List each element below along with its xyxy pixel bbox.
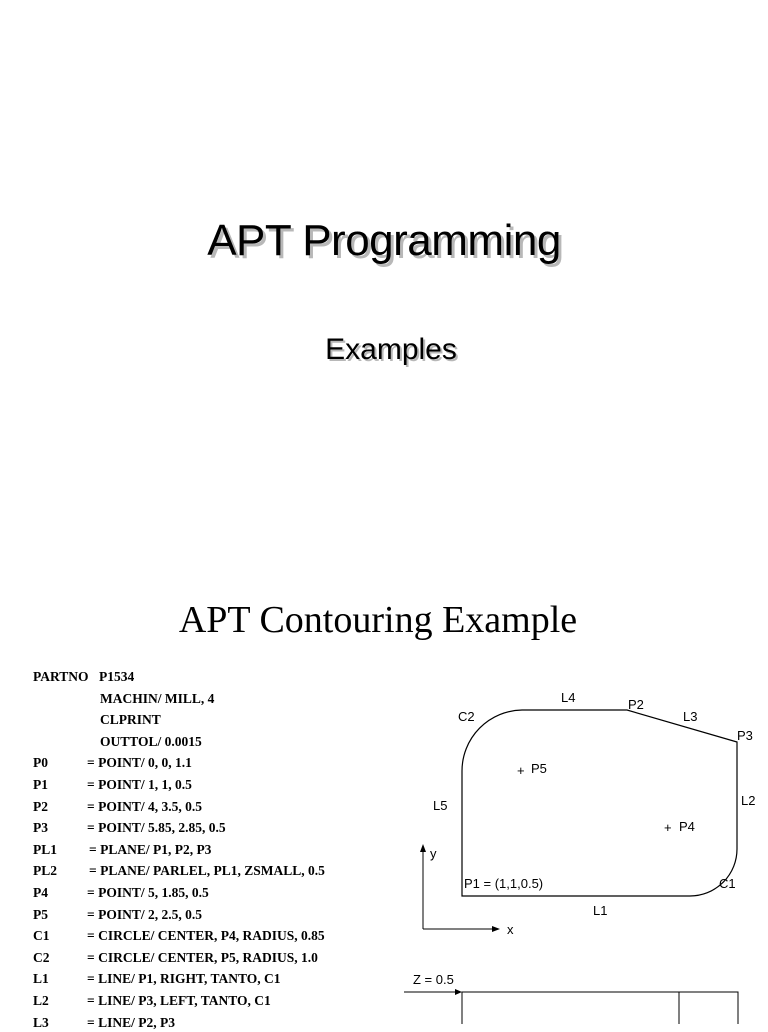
statement-body: P1534 <box>99 669 135 684</box>
label-z: Z = 0.5 <box>413 972 454 987</box>
statement-body: OUTTOL/ 0.0015 <box>100 733 202 749</box>
statement-body: = CIRCLE/ CENTER, P5, RADIUS, 1.0 <box>87 949 318 965</box>
label-p5: P5 <box>531 761 547 776</box>
label-l1: L1 <box>593 903 608 918</box>
statement-label: L1 <box>33 971 49 987</box>
label-x: x <box>507 922 514 937</box>
y-axis-arrowhead <box>420 844 426 852</box>
label-p1: P1 = (1,1,0.5) <box>464 876 544 891</box>
statement-label: PL2 <box>33 863 58 879</box>
statement-label: C2 <box>33 949 50 965</box>
statement-body: = PLANE/ PARLEL, PL1, ZSMALL, 0.5 <box>89 863 325 879</box>
statement-label: PARTNO <box>33 669 89 684</box>
statement-body: = POINT/ 0, 0, 1.1 <box>87 755 192 771</box>
label-p2: P2 <box>628 697 644 712</box>
label-l5: L5 <box>433 798 448 813</box>
part-contour <box>462 710 737 896</box>
statement-body: = CIRCLE/ CENTER, P4, RADIUS, 0.85 <box>87 928 325 944</box>
label-y: y <box>430 846 437 861</box>
label-p4: P4 <box>679 819 695 834</box>
z-level-arrowhead <box>455 989 462 995</box>
label-p3: P3 <box>737 728 753 743</box>
statement-label: PL1 <box>33 841 58 857</box>
label-c1: C1 <box>719 876 736 891</box>
statement-label: P3 <box>33 820 48 836</box>
p5-marker: + <box>517 763 525 778</box>
statement-label: C1 <box>33 928 50 944</box>
x-axis-arrowhead <box>492 926 500 932</box>
statement-body: = LINE/ P1, RIGHT, TANTO, C1 <box>87 971 281 987</box>
side-view-block <box>462 992 738 1024</box>
statement-label: L3 <box>33 1014 49 1030</box>
label-c2: C2 <box>458 709 475 724</box>
statement-body: = POINT/ 4, 3.5, 0.5 <box>87 798 202 814</box>
label-l4: L4 <box>561 690 576 705</box>
statement-body: = POINT/ 5, 1.85, 0.5 <box>87 885 209 900</box>
statement-label: P4 <box>33 885 48 900</box>
statement-label: P2 <box>33 798 48 814</box>
label-l2: L2 <box>741 793 756 808</box>
statement-body: = POINT/ 2, 2.5, 0.5 <box>87 906 202 922</box>
statement-body: = POINT/ 5.85, 2.85, 0.5 <box>87 820 226 836</box>
slide-title: APT Programming <box>207 216 561 265</box>
slide-subtitle: Examples <box>325 333 457 366</box>
part-geometry-diagram <box>400 680 768 1024</box>
statement-body: CLPRINT <box>100 712 161 728</box>
statement-label: P0 <box>33 755 48 771</box>
statement-body: = POINT/ 1, 1, 0.5 <box>87 777 192 792</box>
statement-body: = PLANE/ P1, P2, P3 <box>89 841 212 857</box>
statement-label: L2 <box>33 993 49 1008</box>
statement-label: P1 <box>33 777 48 792</box>
statement-body: MACHIN/ MILL, 4 <box>100 690 215 706</box>
statement-body: = LINE/ P2, P3 <box>87 1014 175 1030</box>
statement-body: = LINE/ P3, LEFT, TANTO, C1 <box>87 993 271 1008</box>
statement-label: P5 <box>33 906 48 922</box>
label-l3: L3 <box>683 709 698 724</box>
contouring-example-title: APT Contouring Example <box>178 599 578 641</box>
p4-marker: + <box>664 820 672 835</box>
